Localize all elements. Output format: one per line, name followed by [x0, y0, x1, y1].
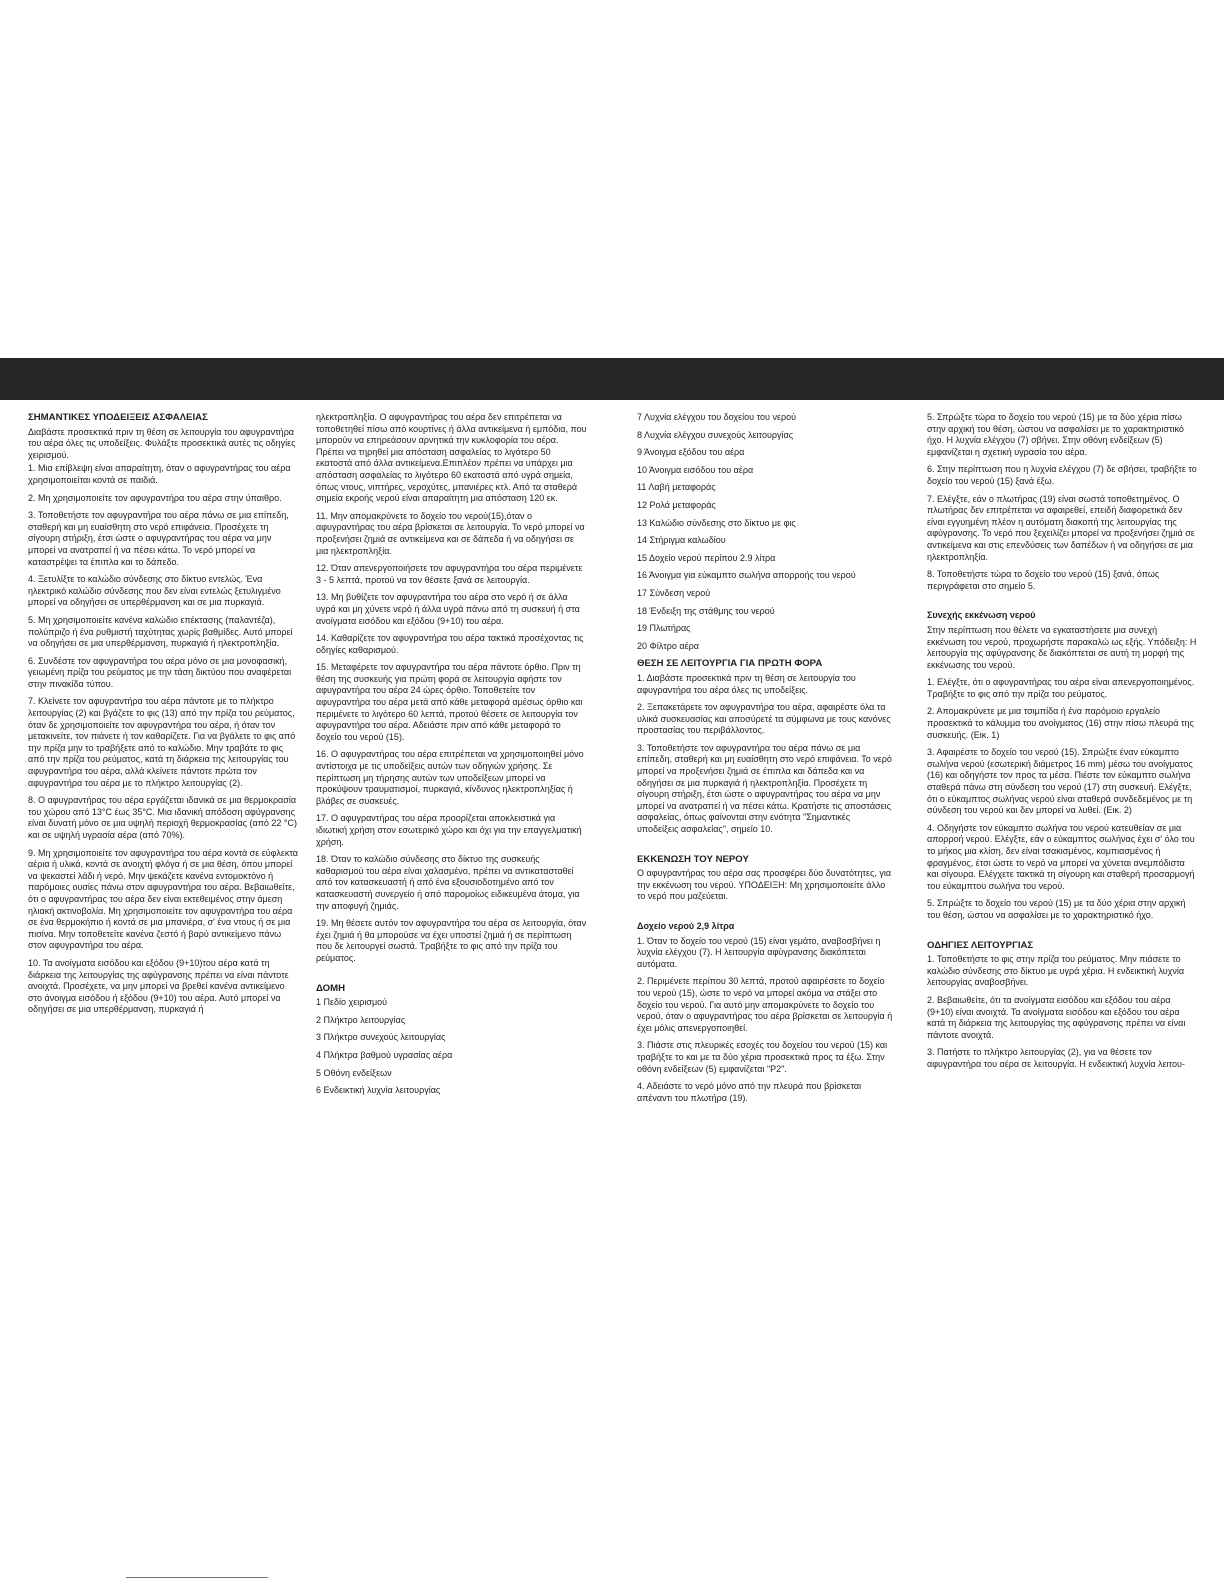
footnote-rule — [126, 1577, 268, 1578]
first-use-item-2: 2. Ξεπακετάρετε τον αφυγραντήρα του αέρα, αφαιρέστε όλα τα υλικά συσκευασίας και αποσύρετέ τα σύμφωνα με τους κανόνες προστασίας του περιβάλλοντος. — [637, 702, 891, 736]
safety-item-14: 14. Καθαρίζετε τον αφυγραντήρα του αέρα τακτικά προσέχοντας τις οδηγίες καθαρισμού. — [316, 633, 584, 655]
operation-heading: ΟΔΗΓΙΕΣ ΛΕΙΤΟΥΡΓΙΑΣ — [927, 939, 1034, 951]
operation-item-2: 2. Βεβαιωθείτε, ότι τα ανοίγματα εισόδου και εξόδου του αέρα (9+10) είναι ανοιχτά. Τα ανοίγματα εισόδου και εξόδου του αέρα κατά τη διάρκεια της λειτουργίας της αφύγρανσης πρέπει να είναι πάντοτε ανοιχτά. — [927, 994, 1186, 1040]
structure-heading: ΔΟΜΗ — [316, 982, 346, 994]
tank-item-8: 8. Τοποθετήστε τώρα το δοχείο του νερού (15) ξανά, όπως περιγράφεται στο σημείο 5. — [927, 569, 1160, 591]
tank-item-6: 6. Στην περίπτωση που η λυχνία ελέγχου (7) δε σβήσει, τραβήξτε το δοχείο του νερού (15) ξανά έξω. — [927, 464, 1197, 486]
part-20: 20 Φίλτρο αέρα — [637, 640, 699, 651]
operation-item-1: 1. Τοποθετήστε το φις στην πρίζα του ρεύματος. Μην πιάσετε το καλώδιο σύνδεσης στο δίκτυο με υγρά χέρια. Η ενδεικτική λυχνία λειτουργίας αναβοσβήνει. — [927, 954, 1185, 988]
safety-heading: ΣΗΜΑΝΤΙΚΕΣ ΥΠΟΔΕΙΞΕΙΣ ΑΣΦΑΛΕΙΑΣ — [28, 412, 208, 423]
safety-item-18: 18. Όταν το καλώδιο σύνδεσης στο δίκτυο της συσκευής καθαρισμού του αέρα είναι χαλασμένο, πρέπει να αντικατασταθεί από τον κατασκευαστή ή από ένα εξουσιοδοτημένο από τον κατασκευαστή συνεργείο ή από παρομοίως ειδικευμένα άτομα, για την αποφυγή ζημιάς. — [316, 854, 580, 911]
part-17: 17 Σύνδεση νερού — [637, 587, 711, 598]
continuous-item-5: 5. Σπρώξτε το δοχείο του νερού (15) με τα δύο χέρια στην αρχική του θέση, ώστου να ασφαλίσει με το χαρακτηριστικό ήχο. — [927, 898, 1186, 920]
operation-item-3: 3. Πατήστε το πλήκτρο λειτουργίας (2), για να θέσετε τον αφυγραντήρα του αέρα σε λειτουργία. Η ενδεικτική λυχνία λειτου- — [927, 1047, 1185, 1069]
column-safety-continued — [316, 412, 588, 1103]
header-band — [0, 358, 1224, 400]
part-13: 13 Καλώδιο σύνδεσης στο δίκτυο με φις — [637, 517, 796, 528]
part-5: 5 Οθόνη ενδείξεων — [316, 1067, 392, 1078]
safety-item-7: 7. Κλείνετε τον αφυγραντήρα του αέρα πάντοτε με το πλήκτρο λειτουργίας (2) και βγάζετε το φις (13) από την πρίζα του ρεύματος, όταν δε χρησιμοποιείτε τον αφυγραντήρα του αέρα, ή όταν τον μετακινείτε, τον πιάνετε ή τον καθαρίζετε. Για να βγάλετε το φις από την πρίζα μην το τραβήξετε από το καλώδιο. Μην τραβάτε το φις από την πρίζα του ρεύματος, κατά τη διάρκεια της λειτουργίας του αφυγραντήρα του αέρα, αλλά κλείνετε πάντοτε πρώτα τον αφυγραντήρα του αέρα με το πλήκτρο λειτουργίας (2). — [28, 696, 296, 788]
part-11: 11 Λαβή μεταφοράς — [637, 482, 716, 493]
part-4: 4 Πλήκτρα βαθμού υγρασίας αέρα — [316, 1049, 453, 1060]
first-use-heading: ΘΕΣΗ ΣΕ ΛΕΙΤΟΥΡΓΙΑ ΓΙΑ ΠΡΩΤΗ ΦΟΡΑ — [637, 658, 823, 670]
safety-item-1: 1. Μια επίβλεψη είναι απαραίτητη, όταν ο αφυγραντήρας του αέρα χρησιμοποιείται κοντά σε παιδιά. — [28, 463, 291, 485]
continuous-item-4: 4. Οδηγήστε τον εύκαμπτο σωλήνα του νερού κατευθείαν σε μια απορροή νερού. Ελέγξτε, εάν ο εύκαμπτος σωλήνας έχει σ' όλο του το μήκος μια κλίση, δεν είναι τσακισμένος, κομπιασμένος ή φραγμένος, έτσι ώστε το νερό να μπορεί να χύνεται ανεμπόδιστα και σίγουρα. Ελέγχετε τακτικά τη σίγουρη και σταθερή προσαρμογή του εύκαμπτου σωλήνα του νερού. — [927, 822, 1195, 891]
part-6: 6 Ενδεικτική λυχνία λειτουργίας — [316, 1085, 441, 1096]
safety-item-5: 5. Μη χρησιμοποιείτε κανένα καλώδιο επέκτασης (παλαντέζα), πολύπριζο ή ένα ρυθμιστή ταχύτητας χωρίς βαθμίδες. Αυτό μπορεί να οδηγήσει σε μια υπερθέρμανση, πυρκαγιά ή ηλεκτροπληξία. — [28, 614, 293, 649]
part-12: 12 Ρολά μεταφοράς — [637, 499, 716, 510]
first-use-item-1: 1. Διαβάστε προσεκτικά πριν τη θέση σε λειτουργία του αφυγραντήρα του αέρα όλες τις υποδείξεις. — [637, 672, 856, 695]
tank-item-4: 4. Αδειάστε το νερό μόνο από την πλευρά που βρίσκεται απέναντι του πλωτήρα (19). — [637, 1081, 862, 1103]
safety-item-9: 9. Μη χρησιμοποιείτε τον αφυγραντήρα του αέρα κοντά σε εύφλεκτα αέρια ή υλικά, κοντά σε ανοιχτή φλόγα ή σε μια θέση, όπου μπορεί να ψεκαστεί λάδι ή νερό. Μην ψεκάζετε κανένα εντομοκτόνο ή παρόμοιες ουσίες πάνω στον αφυγραντήρα του αέρα. Βεβαιωθείτε, ότι ο αφυγραντήρας του αέρα δεν είναι εκτεθειμένος στην άμεση ηλιακή ακτινοβολία. Μη χρησιμοποιείτε τον αφυγραντήρα του αέρα σε ένα θερμοκήπιο ή κοντά σε μια μπανιέρα, σ' ένα ντους ή σε μια πισίνα. Μην τοποθετείτε κανένα ζεστό ή βαρύ αντικείμενο πάνω στον αφυγραντήρα του αέρα. — [28, 847, 298, 951]
tank-item-5: 5. Σπρώξτε τώρα το δοχείο του νερού (15) με τα δύο χέρια πίσω στην αρχική του θέση, ώστου να ασφαλίσει με το χαρακτηριστικό ήχο. Η λυχνία ελέγχου (7) σβήνει. Στην οθόνη ενδείξεων (5) εμφανίζεται η σχετική υγρασία του αέρα. — [927, 412, 1184, 457]
tank-item-3: 3. Πιάστε στις πλευρικές εσοχές του δοχείου του νερού (15) και τραβήξτε το και με τα δύο χέρια προσεκτικά προς τα έξω. Στην οθόνη ενδείξεων (5) εμφανίζεται "P2". — [637, 1040, 888, 1074]
safety-item-17: 17. Ο αφυγραντήρας του αέρα προορίζεται αποκλειστικά για ιδιωτική χρήση στον εσωτερικό χώρο και όχι για την επαγγελματική χρήση. — [316, 813, 582, 847]
part-7: 7 Λυχνία ελέγχου του δοχείου του νερού — [637, 412, 797, 422]
column-parts-and-first-use — [637, 412, 893, 1110]
part-16: 16 Άνοιγμα για εύκαμπτο σωλήνα απορροής του νερού — [637, 570, 856, 581]
tank-heading: Δοχείο νερού 2,9 λίτρα — [637, 921, 735, 931]
safety-item-10-cont: ηλεκτροπληξία. Ο αφυγραντήρας του αέρα δεν επιτρέπεται να τοποθετηθεί πίσω από κουρτίνες ή άλλα αντικείμενα ή εμπόδια, που μπορούν να επηρεάσουν αρνητικά την κυκλοφορία του αέρα. Πρέπει να τηρηθεί μια απόσταση ασφαλείας το λιγότερο 50 εκατοστά από άλλα αντικείμενα.Επιπλέον πρέπει να υπάρχει μια απόσταση ασφαλείας το λιγότερο 60 εκατοστά από υγρά σημεία, όπως ντους, νιπτήρες, νεροχύτες, μπανιέρες κτλ. Από τα σταθερά σημεία εκροής νερού είναι απαραίτητη μια απόσταση 120 εκ. — [316, 412, 587, 504]
part-19: 19 Πλωτήρας — [637, 623, 691, 634]
part-1: 1 Πεδίο χειρισμού — [316, 997, 388, 1008]
safety-item-19: 19. Μη θέσετε αυτόν τον αφυγραντήρα του αέρα σε λειτουργία, όταν έχει ζημιά ή θα μπορούσε να έχει υποστεί ζημιά ή σε περίπτωση που δε λειτουργεί σωστά. Τραβήξτε το φις από την πρίζα του ρεύματος. — [316, 918, 587, 963]
safety-item-13: 13. Μη βυθίζετε τον αφυγραντήρα του αέρα στο νερό ή σε άλλα υγρά και μη χύνετε νερό ή άλλα υγρά πάνω από τη συσκευή ή στα ανοίγματα εισόδου και εξόδου (9+10) του αέρα. — [316, 592, 580, 626]
safety-item-4: 4. Ξετυλίξτε το καλώδιο σύνδεσης στο δίκτυο εντελώς. Ένα ηλεκτρικό καλώδιο σύνδεσης που δεν είναι εντελώς ξετυλιγμένο μπορεί να οδηγήσει σε υπερθέρμανση και σε μια πυρκαγιά. — [28, 574, 281, 608]
safety-item-10: 10. Τα ανοίγματα εισόδου και εξόδου (9+10)του αέρα κατά τη διάρκεια της λειτουργίας της αφύγρανσης πρέπει να είναι πάντοτε ανοιχτά. Προσέχετε, να μην μπορεί να βρεθεί κανένα αντικείμενο στο άνοιγμα εισόδου ή εξόδου (9+10) του αέρα. Αυτό μπορεί να οδηγήσει σε μια υπερθέρμανση, πυρκαγιά ή — [28, 957, 289, 1015]
tank-item-2: 2. Περιμένετε περίπου 30 λεπτά, προτού αφαιρέσετε το δοχείο του νερού (15), ώστε το νερό να μπορεί ακόμα να στάξει στο δοχείο του νερού. Για αυτό μην απομακρύνετε το δοχείο του νερού, όταν ο αφυγραντήρας του αέρα βρίσκεται σε λειτουργία ή έχει μόλις απενεργοποιηθεί. — [637, 976, 893, 1033]
safety-item-2: 2. Μη χρησιμοποιείτε τον αφυγραντήρα του αέρα στην ύπαιθρο. — [28, 492, 282, 503]
continuous-item-2: 2. Απομακρύνετε με μια τσιμπίδα ή ένα παρόμοιο εργαλείο προσεκτικά το κάλυμμα του ανοίγματος (16) στην πίσω πλευρά της συσκευής. (Εικ. 1) — [927, 706, 1194, 740]
safety-item-12: 12. Όταν απενεργοποιήσετε τον αφυγραντήρα του αέρα περιμένετε 3 - 5 λεπτά, προτού να τον θέσετε ξανά σε λειτουργία. — [316, 563, 583, 585]
part-3: 3 Πλήκτρο συνεχούς λειτουργίας — [316, 1032, 446, 1043]
safety-item-8: 8. Ο αφυγραντήρας του αέρα εργάζεται ιδανικά σε μια θερμοκρασία του χώρου από 13°C έως 35°C. Μια ιδανική απόδοση αφύγρανσης είναι δυνατή μόνο σε μια υψηλή περιοχή θερμοκρασίας (από 22 °C) και σε υψηλή υγρασία αέρα (από 70%). — [28, 795, 298, 840]
safety-item-6: 6. Συνδέστε τον αφυγραντήρα του αέρα μόνο σε μια μονοφασική, γειωμένη πρίζα του ρεύματος με την τάση δικτύου που αναφέρεται στην πινακίδα τύπου. — [28, 655, 292, 689]
safety-intro: Διαβάστε προσεκτικά πριν τη θέση σε λειτουργία του αφυγραντήρα του αέρα όλες τις υποδείξεις. Φυλάξτε προσεκτικά αυτές τις οδηγίες χειρισμού. — [28, 426, 296, 460]
safety-item-3: 3. Τοποθετήστε τον αφυγραντήρα του αέρα πάνω σε μια επίπεδη, σταθερή και μη ευαίσθητη στο νερό επιφάνεια. Προσέχετε τη σίγουρη στήριξη, έτσι ώστε ο αφυγραντήρας του αέρα να μην μπορεί να ανατραπεί ή να πέσει κάτω. Το νερό μπορεί να καταστρέψει τα έπιπλα και το δάπεδο. — [28, 510, 289, 567]
tank-item-7: 7. Ελέγξτε, εάν ο πλωτήρας (19) είναι σωστά τοποθετημένος. Ο πλωτήρας δεν επιτρέπεται να αφαιρεθεί, επειδή διαφορετικά δεν είναι εγγυημένη πλέον η αυτόματη διακοπή της λειτουργίας της αφύγρανσης. Το νερό που ξεχειλίζει μπορεί να προξενήσει ζημιά σε αντικείμενα και στις επενδύσεις των δαπέδων ή να οδηγήσει σε μια ηλεκτροπληξία. — [927, 493, 1195, 562]
part-15: 15 Δοχείο νερού περίπου 2.9 λίτρα — [637, 552, 776, 563]
safety-item-16: 16. Ο αφυγραντήρας του αέρα επιτρέπεται να χρησιμοποιηθεί μόνο αντίστοιχα με τις υποδείξεις αυτών των οδηγιών χρήσης. Σε περίπτωση μη τήρησης αυτών των υποδείξεων μπορεί να προκύψουν τραυματισμοί, πυρκαγιά, κίνδυνος ηλεκτροπληξίας ή βλάβες σε συσκευές. — [316, 749, 584, 806]
continuous-drain-heading: Συνεχής εκκένωση νερού — [927, 610, 1036, 621]
continuous-item-1: 1. Ελέγξτε, ότι ο αφυγραντήρας του αέρα είναι απενεργοποιημένος. Τραβήξτε το φις από την πρίζα του ρεύματος. — [927, 677, 1195, 699]
part-18: 18 Ένδειξη της στάθμης του νερού — [637, 605, 775, 616]
column-drain-and-operation — [927, 412, 1197, 1077]
part-8: 8 Λυχνία ελέγχου συνεχούς λειτουργίας — [637, 429, 794, 440]
continuous-drain-intro: Στην περίπτωση που θέλετε να εγκαταστήσετε μια συνεχή εκκένωση του νερού, προχωρήστε παρακαλώ ως εξής. Υπόδειξη: Η λειτουργία της αφύγρανσης δε διακόπτεται σε αυτή τη μορφή της εκκένωσης του νερού. — [927, 624, 1197, 670]
safety-item-15: 15. Μεταφέρετε τον αφυγραντήρα του αέρα πάντοτε όρθιο. Πριν τη θέση της συσκευής για πρώτη φορά σε λειτουργία αφήστε τον αφυγραντήρα του αέρα 24 ώρες όρθιο. Τοποθετείτε τον αφυγραντήρα του αέρα μετά από κάθε μεταφορά αμέσως όρθιο και περιμένετε το λιγότερο 60 λεπτά, προτού θέσετε σε λειτουργία τον αφυγραντήρα του αέρα. Αδειάστε πριν από κάθε μεταφορά το δοχείο του νερού (15). — [316, 662, 583, 742]
drain-heading: ΕΚΚΕΝΩΣΗ ΤΟΥ ΝΕΡΟΥ — [637, 853, 749, 865]
tank-item-1: 1. Όταν το δοχείο του νερού (15) είναι γεμάτο, αναβοσβήνει η λυχνία ελέγχου (7). Η λειτουργία αφύγρανσης διακόπτεται αυτόματα. — [637, 935, 881, 969]
part-2: 2 Πλήκτρο λειτουργίας — [316, 1014, 406, 1025]
first-use-item-3: 3. Τοποθετήστε τον αφυγραντήρα του αέρα πάνω σε μια επίπεδη, σταθερή και μη ευαίσθητη στο νερό επιφάνεια. Το νερό μπορεί να προξενήσει ζημιά σε έπιπλα και δάπεδα και να οδηγήσει σε μια πυρκαγιά ή ηλεκτροπληξία. Προσέχετε τη σίγουρη στήριξη, έτσι ώστε ο αφυγραντήρας του αέρα να μην μπορεί να ανατραπεί ή να πέσει κάτω. Κρατήστε τις αποστάσεις ασφαλείας, όπως φαίνονται στην ενότητα "Σημαντικές υποδείξεις ασφαλείας", σημείο 10. — [637, 742, 892, 835]
safety-item-11: 11. Μην απομακρύνετε το δοχείο του νερού(15),όταν ο αφυγραντήρας του αέρα βρίσκεται σε λειτουργία. Το νερό μπορεί να προξενήσει ζημιά σε αντικείμενα και σε δάπεδα ή να οδηγήσει σε μια ηλεκτροπληξία. — [316, 510, 585, 556]
part-9: 9 Άνοιγμα εξόδου του αέρα — [637, 447, 745, 458]
drain-intro: Ο αφυγραντήρας του αέρα σας προσφέρει δύο δυνατότητες, για την εκκένωση του νερού. ΥΠΟΔΕΙΞΗ: Μη χρησιμοποιείτε άλλο το νερό που μαζεύεται. — [637, 868, 892, 902]
part-10: 10 Άνοιγμα εισόδου του αέρα — [637, 464, 754, 475]
part-14: 14 Στήριγμα καλωδίου — [637, 535, 726, 546]
column-safety — [28, 412, 298, 1022]
continuous-item-3: 3. Αφαιρέστε το δοχείο του νερού (15). Σπρώξτε έναν εύκαμπτο σωλήνα νερού (εσωτερική διάμετρος 16 mm) μέσω του ανοίγματος (16) και οδηγήστε τον προς τα μέσα. Πιέστε τον εύκαμπτο σωλήνα σταθερά πάνω στη σύνδεση του νερού (17) στη συσκευή. Ελέγξτε, ότι ο εύκαμπτος σωλήνας νερού είναι σταθερά συνδεδεμένος με τη σύνδεση του νερού και δεν μπορεί να λυθεί. (Εικ. 2) — [927, 747, 1193, 816]
